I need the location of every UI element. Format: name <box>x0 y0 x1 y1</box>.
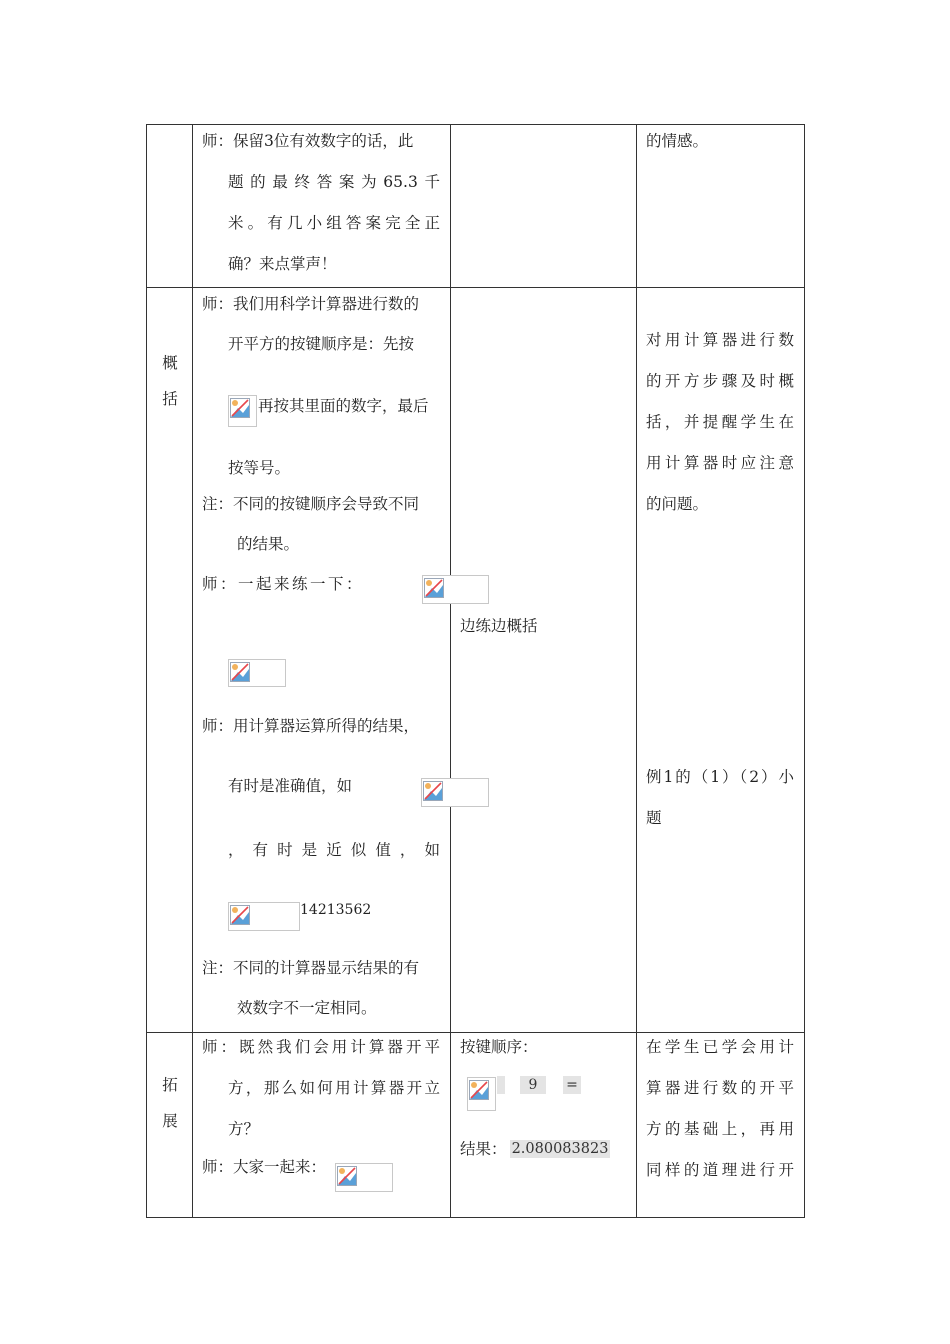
result-value: 2.080083823 <box>511 1141 609 1157</box>
row1-intent-cell <box>637 125 805 288</box>
row3-teacher-cell <box>193 1033 451 1218</box>
student-activity: 边练边概括 <box>460 617 538 635</box>
row2-intent-cell <box>637 288 805 1033</box>
section-label: 展 <box>162 1112 178 1130</box>
teacher-line: 确？来点掌声！ <box>228 255 337 273</box>
teacher-line: 题的最终答案为65.3千 <box>228 173 440 191</box>
image-placeholder-icon <box>424 578 444 598</box>
teacher-line: 师：既然我们会用计算器开平 <box>202 1038 440 1056</box>
teacher-line: 按等号。 <box>228 459 291 477</box>
section-label: 括 <box>162 390 178 408</box>
teacher-line: 师：大家一起来： <box>202 1158 327 1176</box>
formula-image <box>228 659 286 687</box>
row1-label-cell <box>147 125 193 288</box>
row2-student-cell <box>451 288 637 1033</box>
key-nine: 9 <box>520 1076 546 1094</box>
image-placeholder-icon <box>337 1166 357 1186</box>
row3-intent-cell <box>637 1033 805 1218</box>
table-row <box>147 125 805 288</box>
lesson-table <box>146 124 805 1218</box>
row3-label-cell <box>147 1033 193 1218</box>
note-line: 效数字不一定相同。 <box>237 999 377 1017</box>
intent-line: 的开方步骤及时概 <box>646 372 794 390</box>
example-line: 题 <box>646 809 662 827</box>
intent-line: 在学生已学会用计 <box>646 1038 794 1056</box>
teacher-line: 师：我们用科学计算器进行数的 <box>202 295 420 313</box>
table-row <box>147 1033 805 1218</box>
intent-line: 括，并提醒学生在 <box>646 413 794 431</box>
teacher-line: 方？ <box>228 1120 260 1138</box>
image-placeholder-icon <box>469 1080 489 1100</box>
teacher-line: 方，那么如何用计算器开立 <box>228 1079 440 1097</box>
image-placeholder-icon <box>230 398 250 418</box>
row2-label-cell <box>147 288 193 1033</box>
row1-student-cell <box>451 125 637 288</box>
approx-value: 14213562 <box>300 902 372 918</box>
example-line: 例1的（1）（2）小 <box>646 768 794 786</box>
teacher-line: ，有时是近似值，如 <box>228 841 440 859</box>
teacher-line: 开平方的按键顺序是：先按 <box>228 335 415 353</box>
row3-student-cell <box>451 1033 637 1218</box>
intent-line: 对用计算器进行数 <box>646 331 794 349</box>
image-placeholder-icon <box>230 905 250 925</box>
intent-line: 的问题。 <box>646 495 709 513</box>
note-line: 注：不同的按键顺序会导致不同 <box>202 495 420 513</box>
intent-line: 算器进行数的开平 <box>646 1079 794 1097</box>
key-sequence-title: 按键顺序： <box>460 1038 538 1056</box>
result-label: 结果： <box>460 1140 507 1158</box>
note-line: 的结果。 <box>237 535 300 553</box>
teacher-line: 师：用计算器运算所得的结果， <box>202 717 420 735</box>
calculator-key-image <box>228 395 257 427</box>
formula-image <box>228 902 300 931</box>
intent-line: 同样的道理进行开 <box>646 1161 794 1179</box>
image-placeholder-icon <box>230 662 250 682</box>
formula-image <box>335 1163 393 1192</box>
teacher-line: 师：保留3位有效数字的话，此 <box>202 132 414 150</box>
section-label: 概 <box>162 354 178 372</box>
section-label: 拓 <box>162 1076 178 1094</box>
note-line: 注：不同的计算器显示结果的有 <box>202 959 420 977</box>
calculator-key-image <box>467 1077 496 1111</box>
teacher-line: 再按其里面的数字，最后 <box>258 397 429 415</box>
teacher-line: 米。有几小组答案完全正 <box>228 214 440 232</box>
image-placeholder-icon <box>423 781 443 801</box>
intent-line: 方的基础上，再用 <box>646 1120 794 1138</box>
table-row <box>147 288 805 1033</box>
row2-teacher-cell <box>193 288 451 1033</box>
intent-line: 的情感。 <box>646 132 709 150</box>
intent-line: 用计算器时应注意 <box>646 454 794 472</box>
row1-teacher-cell <box>193 125 451 288</box>
key-equals: = <box>563 1076 581 1094</box>
teacher-line: 师：一起来练一下： <box>202 575 365 593</box>
key-spacer <box>497 1076 505 1094</box>
teacher-line: 有时是准确值，如 <box>228 777 353 795</box>
